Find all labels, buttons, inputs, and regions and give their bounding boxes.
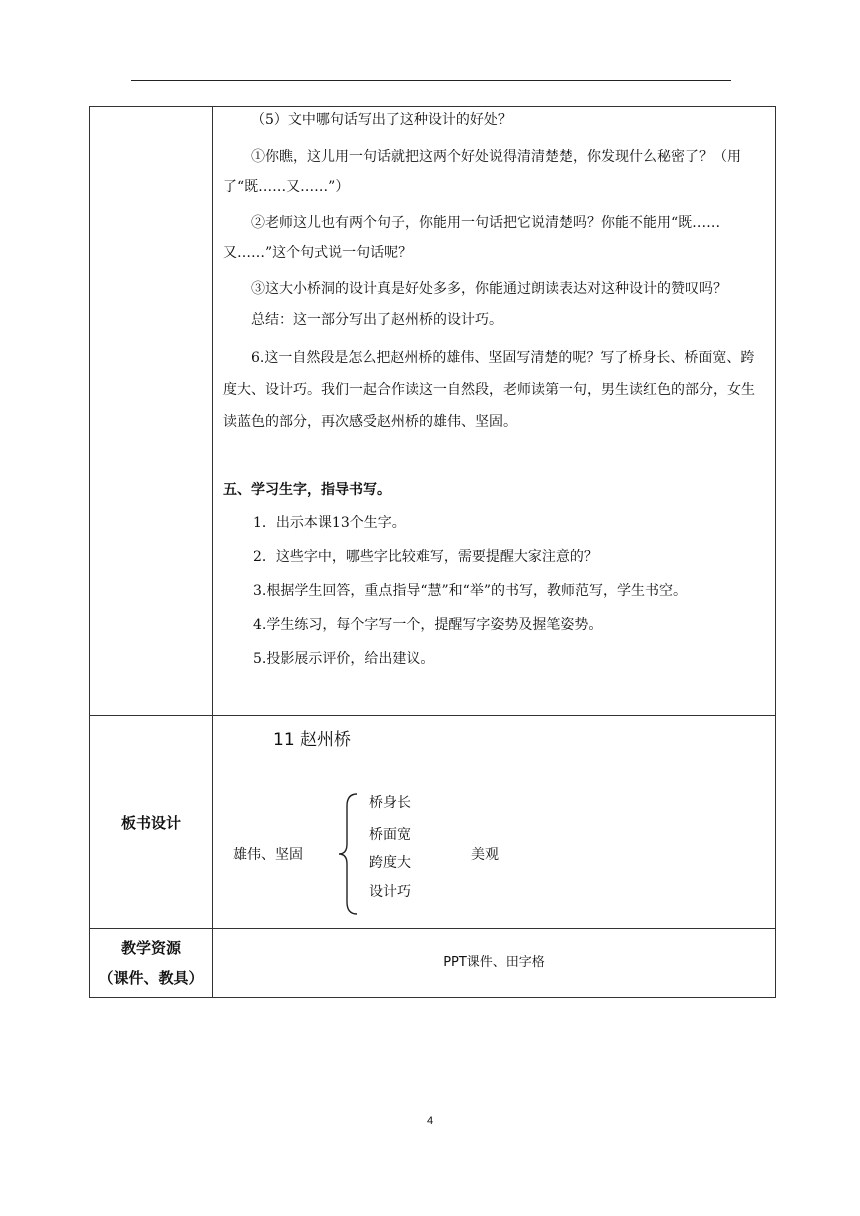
board-content-cell — [213, 716, 776, 929]
question-5: （5）文中哪句话写出了这种设计的好处？ — [251, 112, 512, 128]
brace-icon — [337, 792, 361, 916]
board-item-1: 桥身长 — [369, 795, 411, 811]
question-5-sub-3: ③这大小桥洞的设计真是好处多多，你能通过朗读表达对这种设计的赞叹吗？ — [251, 281, 727, 297]
resources-label-line1: 教学资源 — [120, 939, 181, 957]
board-design-row — [90, 716, 776, 929]
resources-value: PPT课件、田字格 — [443, 955, 545, 970]
resources-row — [90, 929, 776, 998]
question-5-sub-1: ①你瞧，这儿用一句话就把这两个好处说得清清楚楚，你发现什么秘密了？（用了“既……又……”） — [223, 149, 741, 195]
board-label-cell — [90, 716, 213, 929]
board-right-text: 美观 — [471, 847, 499, 863]
resources-value-cell — [213, 929, 776, 998]
board-item-2: 桥面宽 — [369, 827, 411, 843]
board-design-label: 板书设计 — [120, 813, 181, 832]
process-content-cell — [213, 107, 776, 716]
summary-text: 总结：这一部分写出了赵州桥的设计巧。 — [251, 312, 503, 328]
step-1: 1．出示本课13个生字。 — [253, 515, 406, 531]
teaching-process-row — [90, 107, 776, 716]
resources-label-line2: （课件、教具） — [98, 969, 204, 987]
section-5-title: 五、学习生字，指导书写。 — [223, 482, 391, 498]
resources-label-cell — [90, 929, 213, 998]
board-item-4: 设计巧 — [369, 884, 411, 900]
step-5: 5.投影展示评价，给出建议。 — [253, 651, 435, 667]
page-number: 4 — [426, 1115, 434, 1127]
step-3: 3.根据学生回答，重点指导“慧”和“举”的书写，教师范写，学生书空。 — [253, 583, 687, 599]
board-left-text: 雄伟、坚固 — [233, 847, 303, 863]
step-4: 4.学生练习，每个字写一个，提醒写字姿势及握笔姿势。 — [253, 617, 603, 633]
header-rule — [131, 80, 731, 81]
board-item-3: 跨度大 — [369, 855, 411, 871]
board-title: 11 赵州桥 — [273, 730, 352, 750]
process-label-cell — [90, 107, 213, 716]
step-2: 2．这些字中，哪些字比较难写，需要提醒大家注意的？ — [253, 549, 598, 565]
question-5-sub-2: ②老师这儿也有两个句子，你能用一句话把它说清楚吗？你能不能用“既……又……”这个句式说一句话呢？ — [223, 215, 721, 261]
lesson-plan-table — [89, 106, 776, 998]
paragraph-6: 6.这一自然段是怎么把赵州桥的雄伟、坚固写清楚的呢？写了桥身长、桥面宽、跨度大、设计巧。我们一起合作读这一自然段，老师读第一句，男生读红色的部分，女生读蓝色的部分，再次感受赵州桥的雄伟、坚固。 — [223, 350, 755, 430]
